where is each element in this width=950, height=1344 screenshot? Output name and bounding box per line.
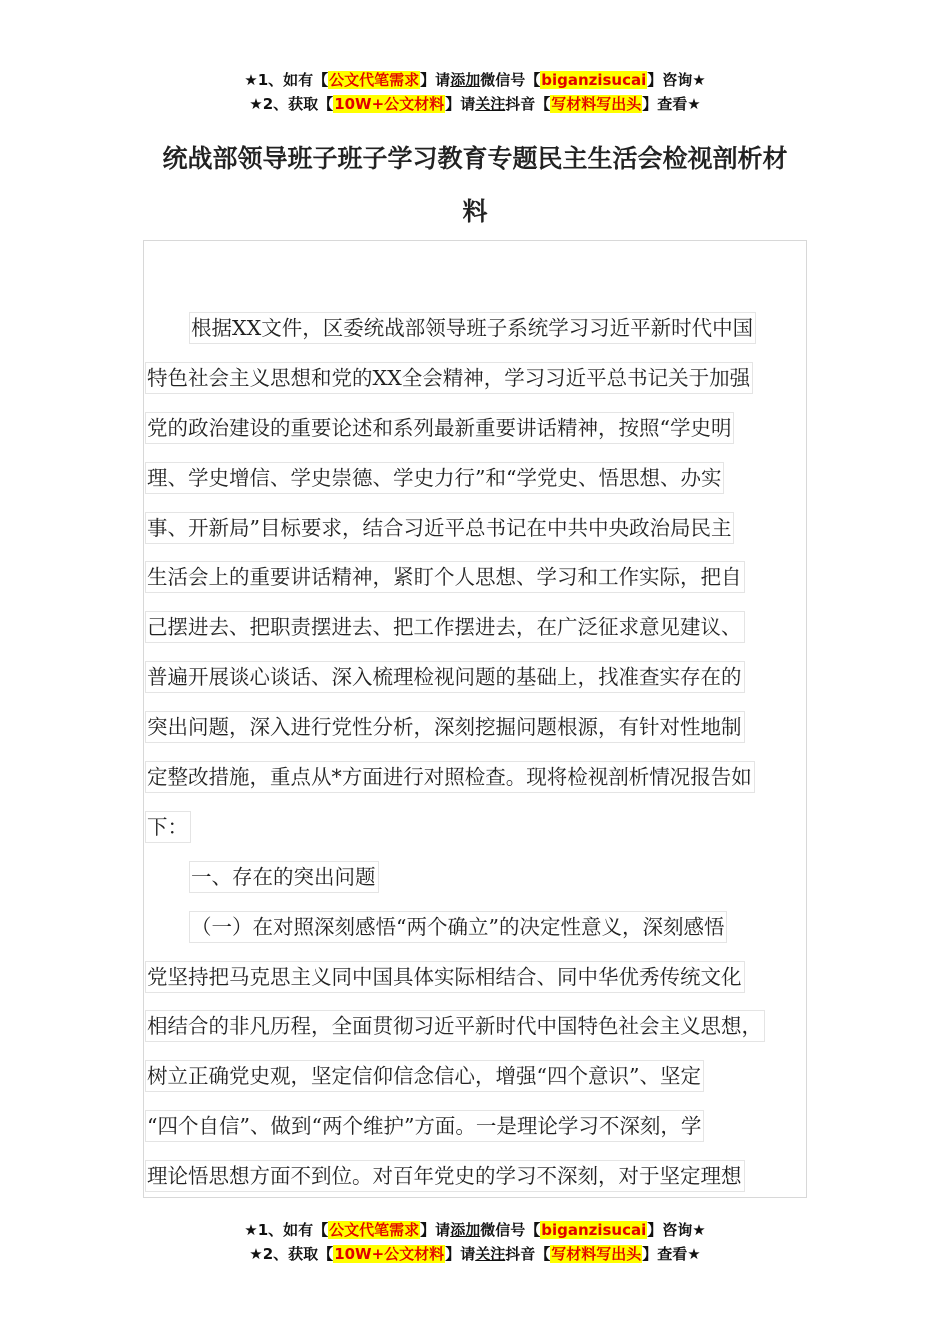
- banner-highlight: 写材料写出头: [551, 95, 642, 113]
- banner-emphasis: 关注: [475, 1245, 506, 1263]
- body-line-text: 理、学史增信、学史崇德、学史力行”和“学党史、悟思想、办实: [145, 462, 724, 494]
- section-heading: [145, 853, 807, 903]
- banner-text: ★1、如有【: [244, 71, 329, 89]
- body-line-text: 生活会上的重要讲话精神，紧盯个人思想、学习和工作实际，把自: [145, 561, 745, 593]
- banner-highlight: 写材料写出头: [551, 1245, 642, 1263]
- document-title: [0, 132, 950, 238]
- body-line: [145, 803, 807, 853]
- body-line-text: 事、开新局”目标要求，结合习近平总书记在中共中央政治局民主: [145, 512, 734, 544]
- body-line-text: （一）在对照深刻感悟“两个确立”的决定性意义，深刻感悟: [189, 911, 727, 943]
- banner-text: 】咨询★: [647, 71, 706, 89]
- footer-banner: [0, 1218, 950, 1266]
- body-line-text: 定整改措施，重点从*方面进行对照检查。现将检视剖析情况报告如: [145, 761, 755, 793]
- body-line: [145, 304, 807, 354]
- body-line: [145, 953, 807, 1003]
- banner-line-1: [0, 1218, 950, 1242]
- banner-highlight: biganzisucai: [541, 1221, 647, 1239]
- banner-text: 】请: [420, 1221, 451, 1239]
- body-line: [145, 1052, 807, 1102]
- title-line-2: 料: [462, 197, 488, 226]
- body-line-text: 树立正确党史观，坚定信仰信念信心，增强“四个意识”、坚定: [145, 1060, 704, 1092]
- body-line-text: 相结合的非凡历程，全面贯彻习近平新时代中国特色社会主义思想，: [145, 1010, 765, 1042]
- body-line: [145, 354, 807, 404]
- banner-text: ★2、获取【: [249, 95, 334, 113]
- banner-emphasis: 关注: [475, 95, 506, 113]
- banner-highlight: 公文代笔需求: [329, 1221, 420, 1239]
- body-line-text: 下：: [145, 811, 191, 843]
- banner-text: 】请: [420, 71, 451, 89]
- banner-highlight: 公文代笔需求: [329, 71, 420, 89]
- body-line: [145, 504, 807, 554]
- body-line-text: 理论悟思想方面不到位。对百年党史的学习不深刻，对于坚定理想: [145, 1160, 745, 1192]
- body-line-text: “四个自信”、做到“两个维护”方面。一是理论学习不深刻，学: [145, 1110, 704, 1142]
- banner-text: 微信号【: [480, 1221, 541, 1239]
- banner-line-1: [0, 68, 950, 92]
- banner-highlight: 10W+公文材料: [334, 95, 445, 113]
- body-line: [145, 553, 807, 603]
- body-line: [145, 903, 807, 953]
- body-line-text: 特色社会主义思想和党的XX全会精神，学习习近平总书记关于加强: [145, 362, 753, 394]
- banner-text: 抖音【: [505, 95, 551, 113]
- banner-highlight: biganzisucai: [541, 71, 647, 89]
- banner-text: ★1、如有【: [244, 1221, 329, 1239]
- banner-emphasis: 添加: [450, 1221, 481, 1239]
- title-line-1: 统战部领导班子班子学习教育专题民主生活会检视剖析材: [162, 144, 788, 173]
- document-body: [145, 304, 807, 1202]
- banner-highlight: 10W+公文材料: [334, 1245, 445, 1263]
- banner-text: 】咨询★: [647, 1221, 706, 1239]
- body-line: [145, 703, 807, 753]
- body-line-text: 党的政治建设的重要论述和系列最新重要讲话精神，按照“学史明: [145, 412, 734, 444]
- banner-text: 】查看★: [642, 1245, 701, 1263]
- banner-line-2: [0, 92, 950, 116]
- body-line-text: 根据XX文件，区委统战部领导班子系统学习习近平新时代中国: [189, 312, 756, 344]
- banner-text: 】查看★: [642, 95, 701, 113]
- body-line-text: 党坚持把马克思主义同中国具体实际相结合、同中华优秀传统文化: [145, 961, 745, 993]
- body-line: [145, 454, 807, 504]
- header-banner: [0, 68, 950, 116]
- body-line: [145, 753, 807, 803]
- body-line: [145, 653, 807, 703]
- section-heading-text: 一、存在的突出问题: [189, 861, 379, 893]
- body-line: [145, 1002, 807, 1052]
- banner-text: 】请: [445, 95, 476, 113]
- body-line-text: 己摆进去、把职责摆进去、把工作摆进去，在广泛征求意见建议、: [145, 611, 745, 643]
- banner-text: 微信号【: [480, 71, 541, 89]
- body-line: [145, 1152, 807, 1202]
- body-line: [145, 1102, 807, 1152]
- banner-text: 】请: [445, 1245, 476, 1263]
- banner-text: ★2、获取【: [249, 1245, 334, 1263]
- body-line: [145, 404, 807, 454]
- banner-line-2: [0, 1242, 950, 1266]
- body-line-text: 普遍开展谈心谈话、深入梳理检视问题的基础上，找准查实存在的: [145, 661, 745, 693]
- body-line: [145, 603, 807, 653]
- banner-emphasis: 添加: [450, 71, 481, 89]
- banner-text: 抖音【: [505, 1245, 551, 1263]
- body-line-text: 突出问题，深入进行党性分析，深刻挖掘问题根源，有针对性地制: [145, 711, 745, 743]
